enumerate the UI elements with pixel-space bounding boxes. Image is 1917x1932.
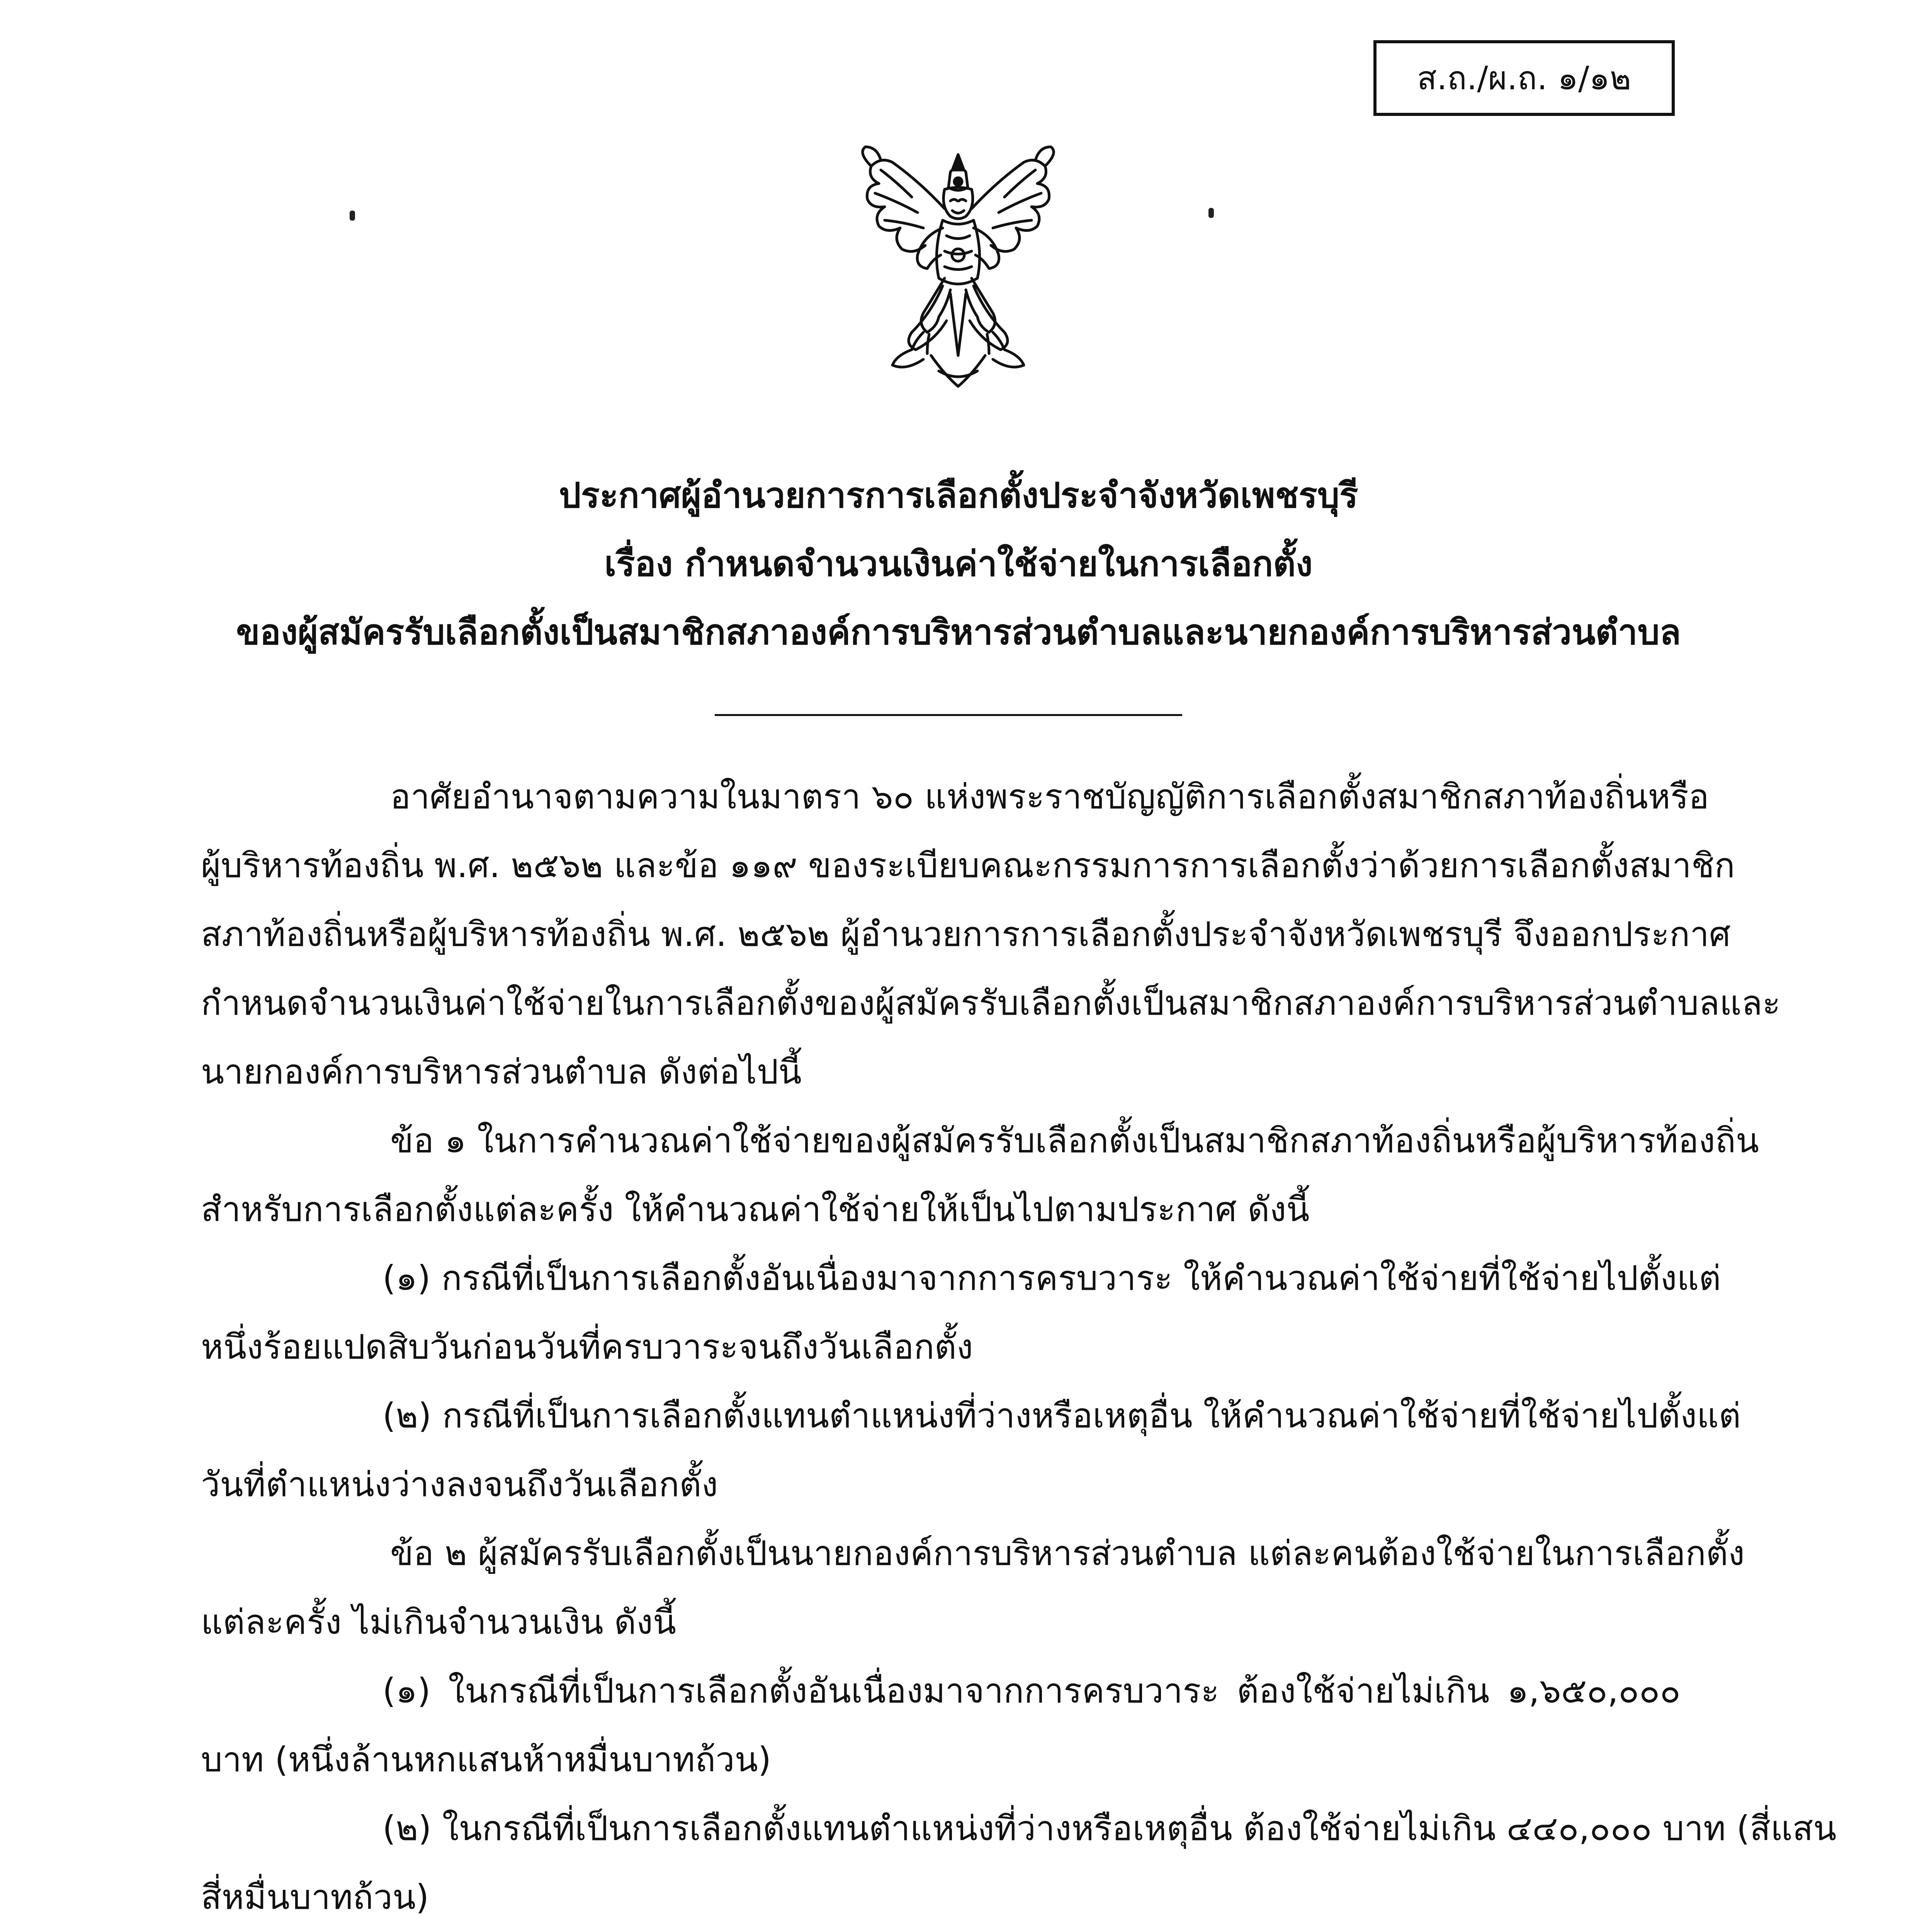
heading-subject-continued: ของผู้สมัครรับเลือกตั้งเป็นสมาชิกสภาองค์การบริหารส่วนตำบลและนายกองค์การบริหารส่วนตำบล xyxy=(236,612,1681,653)
heading-subject: เรื่อง กำหนดจำนวนเงินค่าใช้จ่ายในการเลือกตั้ง xyxy=(604,544,1313,584)
preamble-line: นายกองค์การบริหารส่วนตำบล ดังต่อไปนี้ xyxy=(201,1052,802,1092)
clause1-item1-line: (๑) กรณีที่เป็นการเลือกตั้งอันเนื่องมาจากการครบวาระ ให้คำนวณค่าใช้จ่ายที่ใช้จ่ายไปตั้งแต่ xyxy=(382,1258,1721,1298)
scan-speck xyxy=(350,211,355,221)
preamble-line: สภาท้องถิ่นหรือผู้บริหารท้องถิ่น พ.ศ. ๒๕๖๒ ผู้อำนวยการการเลือกตั้งประจำจังหวัดเพชรบุรี จึงออกประกาศ xyxy=(201,914,1731,954)
clause1-intro-line: ข้อ ๑ ในการคำนวณค่าใช้จ่ายของผู้สมัครรับเลือกตั้งเป็นสมาชิกสภาท้องถิ่นหรือผู้บริหารท้องถิ่น xyxy=(390,1121,1759,1160)
clause2-item2-line: (๒) ในกรณีที่เป็นการเลือกตั้งแทนตำแหน่งที่ว่างหรือเหตุอื่น ต้องใช้จ่ายไม่เกิน ๔๔๐,๐๐๐ บาท (สี่แสน xyxy=(382,1808,1837,1848)
clause2-intro-line: แต่ละครั้ง ไม่เกินจำนวนเงิน ดังนี้ xyxy=(201,1602,676,1642)
preamble-line: อาศัยอำนาจตามความในมาตรา ๖๐ แห่งพระราชบัญญัติการเลือกตั้งสมาชิกสภาท้องถิ่นหรือ xyxy=(390,777,1709,816)
form-code-box xyxy=(1373,40,1675,116)
clause1-intro-line: สำหรับการเลือกตั้งแต่ละครั้ง ให้คำนวณค่าใช้จ่ายให้เป็นไปตามประกาศ ดังนี้ xyxy=(201,1189,1310,1229)
clause2-item2-line: สี่หมื่นบาทถ้วน) xyxy=(201,1877,429,1917)
form-code-text: ส.ถ./ผ.ถ. ๑/๑๒ xyxy=(1417,59,1631,97)
clause1-item1-line: หนึ่งร้อยแปดสิบวันก่อนวันที่ครบวาระจนถึงวันเลือกตั้ง xyxy=(201,1327,973,1367)
heading-announcement: ประกาศผู้อำนวยการการเลือกตั้งประจำจังหวัดเพชรบุรี xyxy=(559,475,1358,516)
clause2-item1-line: บาท (หนึ่งล้านหกแสนห้าหมื่นบาทถ้วน) xyxy=(201,1740,772,1779)
clause1-item2-line: วันที่ตำแหน่งว่างลงจนถึงวันเลือกตั้ง xyxy=(201,1464,718,1504)
clause1-item2-line: (๒) กรณีที่เป็นการเลือกตั้งแทนตำแหน่งที่ว่างหรือเหตุอื่น ให้คำนวณค่าใช้จ่ายที่ใช้จ่ายไปตั้งแต่ xyxy=(382,1396,1741,1435)
heading-divider xyxy=(715,714,1182,716)
scan-speck xyxy=(1208,208,1214,218)
clause2-intro-line: ข้อ ๒ ผู้สมัครรับเลือกตั้งเป็นนายกองค์การบริหารส่วนตำบล แต่ละคนต้องใช้จ่ายในการเลือกตั้ง xyxy=(390,1533,1745,1573)
clause2-item1-line: (๑) ในกรณีที่เป็นการเลือกตั้งอันเนื่องมาจากการครบวาระ ต้องใช้จ่ายไม่เกิน ๑,๖๕๐,๐๐๐ xyxy=(382,1671,1681,1711)
preamble-line: ผู้บริหารท้องถิ่น พ.ศ. ๒๕๖๒ และข้อ ๑๑๙ ของระเบียบคณะกรรมการการเลือกตั้งว่าด้วยการเลือกตั้งสมาชิก xyxy=(201,845,1735,885)
preamble-line: กำหนดจำนวนเงินค่าใช้จ่ายในการเลือกตั้งของผู้สมัครรับเลือกตั้งเป็นสมาชิกสภาองค์การบริหารส่วนตำบลและ xyxy=(201,983,1781,1023)
garuda-emblem xyxy=(834,139,1082,402)
